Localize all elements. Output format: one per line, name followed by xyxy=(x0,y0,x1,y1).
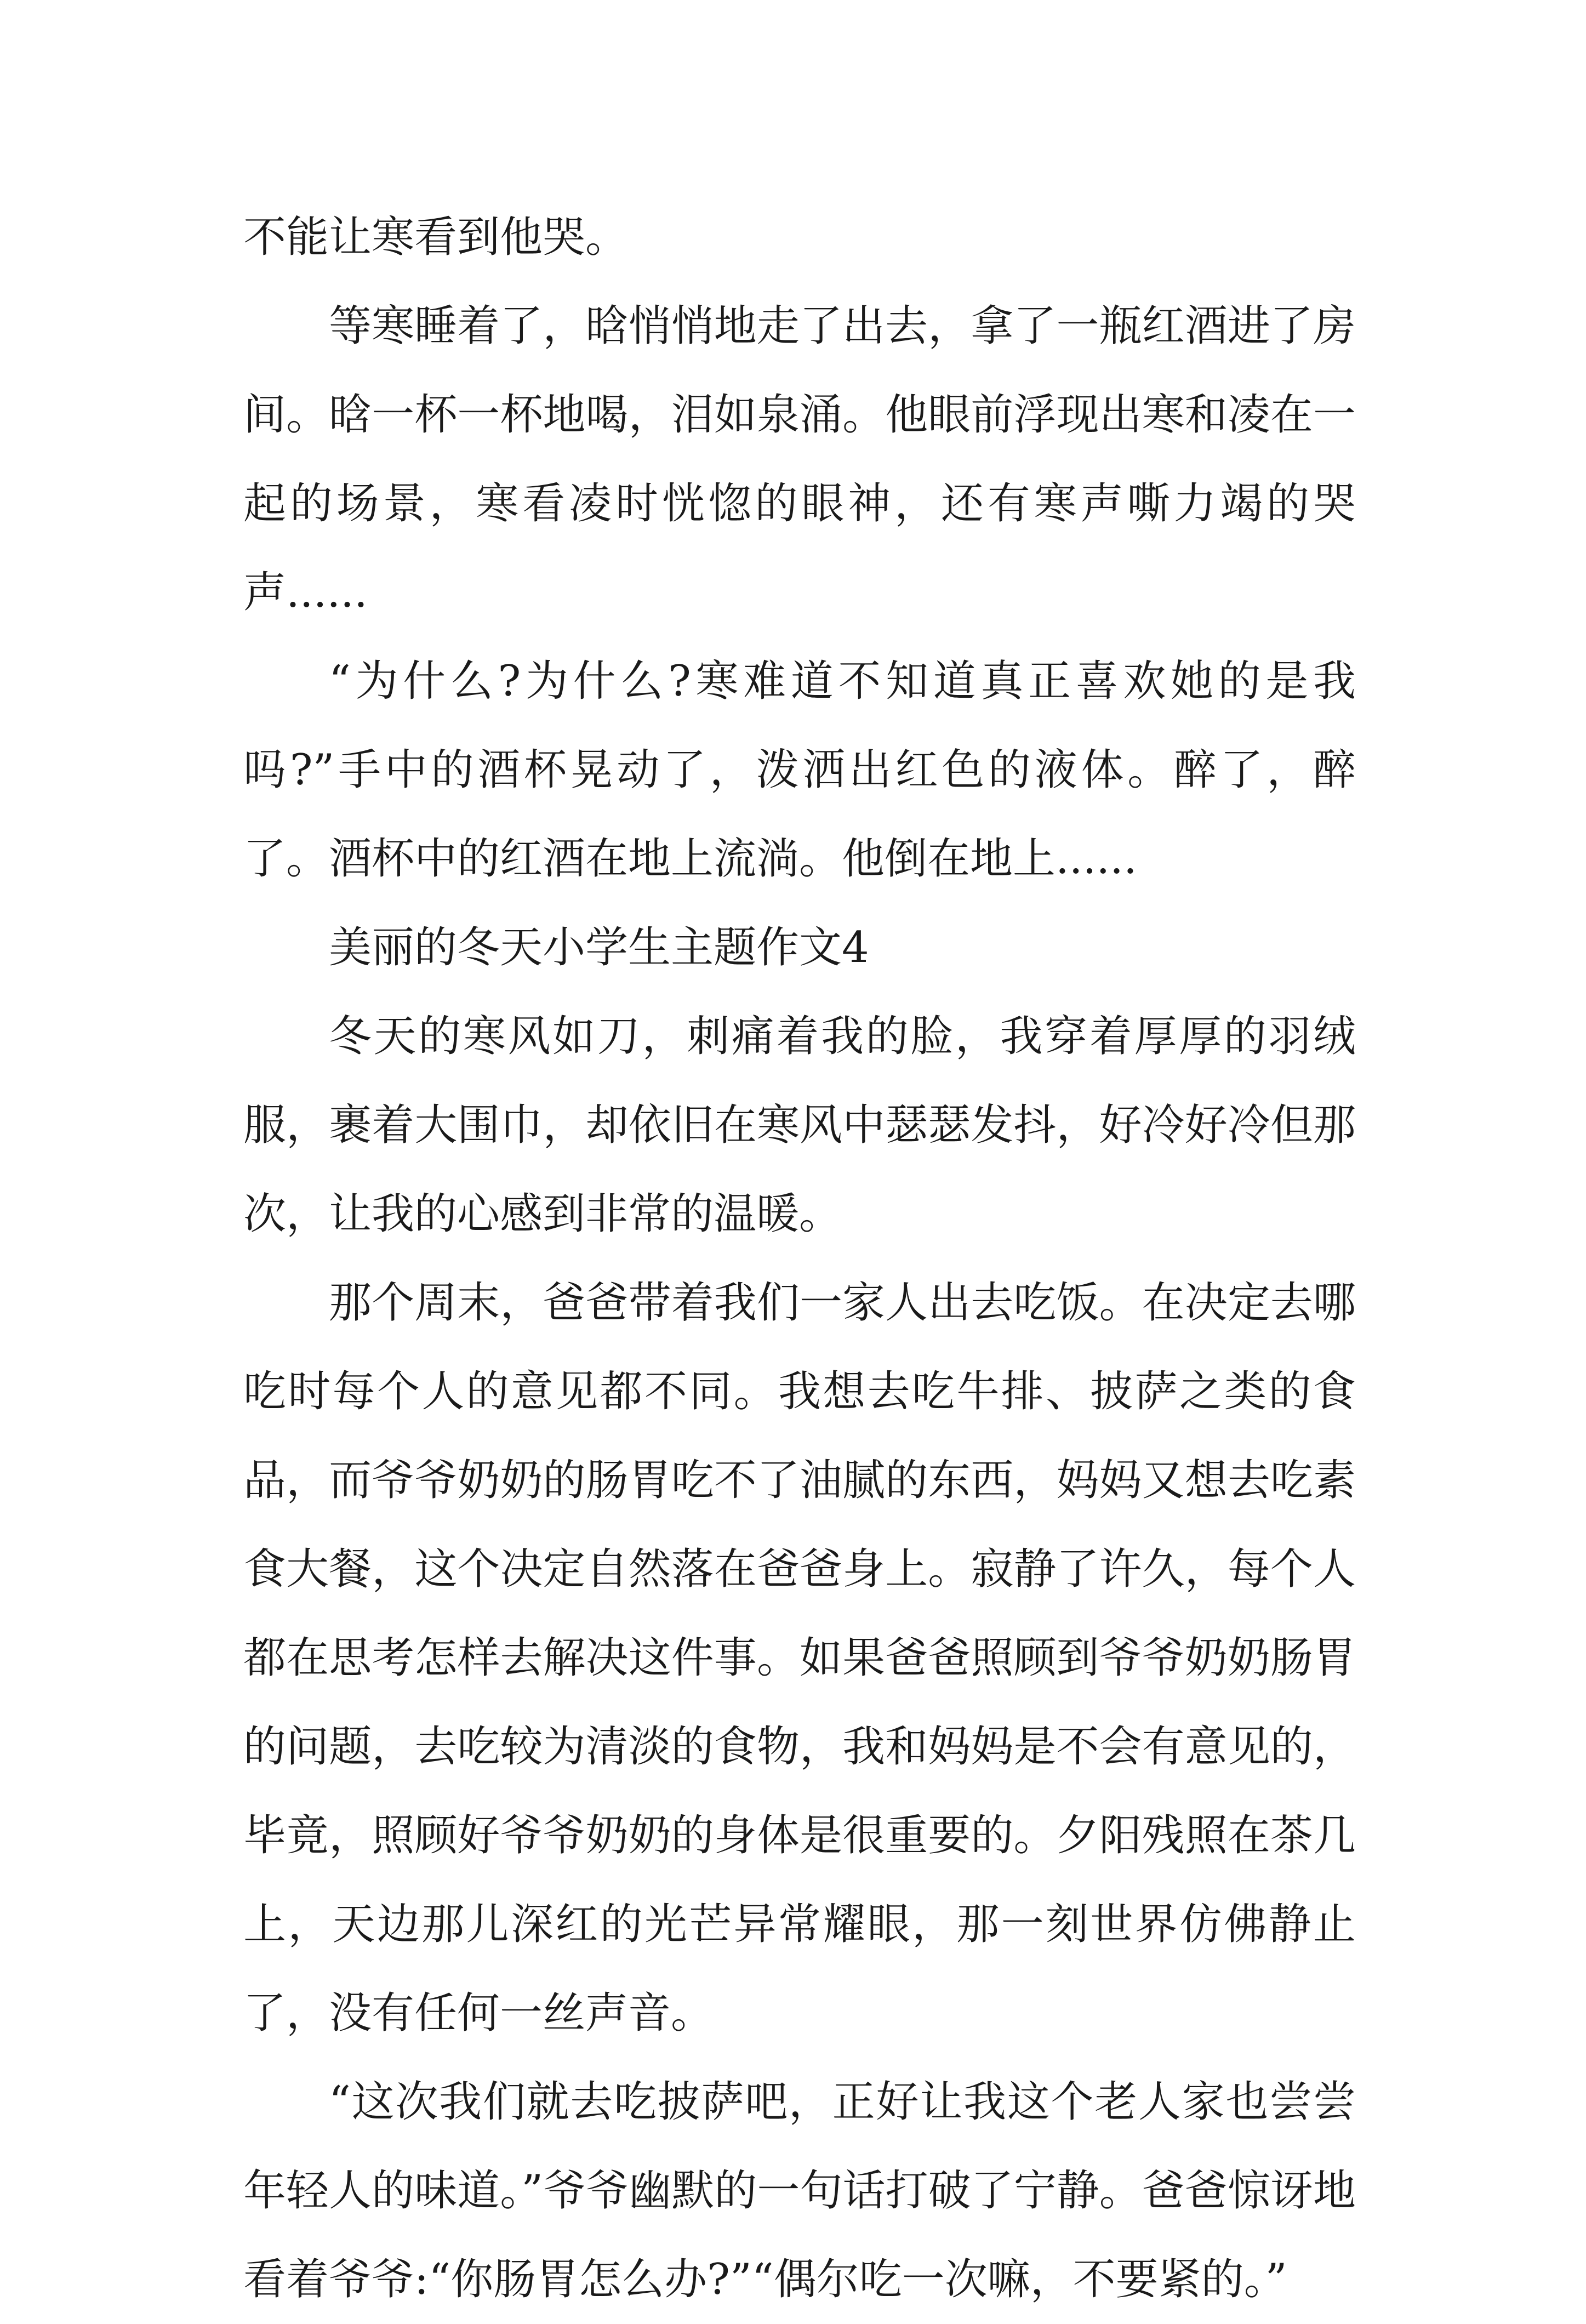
paragraph-continuation: 不能让寒看到他哭。 xyxy=(243,213,629,262)
essay-title: 美丽的冬天小学生主题作文4 xyxy=(329,923,869,972)
article-body xyxy=(243,193,1356,2324)
paragraph: “这次我们就去吃披萨吧，正好让我这个老人家也尝尝年轻人的味道。”爷爷幽默的一句话打破了宁静。爸爸惊讶地看着爷爷:“你肠胃怎么办?”“偶尔吃一次嘛，不要紧的。” xyxy=(243,2077,1356,2304)
paragraph: 冬天的寒风如刀，刺痛着我的脸，我穿着厚厚的羽绒服，裹着大围巾，却依旧在寒风中瑟瑟发抖，好冷好冷但那次，让我的心感到非常的温暖。 xyxy=(243,1012,1356,1239)
paragraph: 那个周末，爸爸带着我们一家人出去吃饭。在决定去哪吃时每个人的意见都不同。我想去吃牛排、披萨之类的食品，而爷爷奶奶的肠胃吃不了油腻的东西，妈妈又想去吃素食大餐，这个决定自然落在爸爸身上。寂静了许久，每个人都在思考怎样去解决这件事。如果爸爸照顾到爷爷奶奶肠胃的问题，去吃较为清淡的食物，我和妈妈是不会有意见的，毕竟，照顾好爷爷奶奶的身体是很重要的。夕阳残照在茶几上，天边那儿深红的光芒异常耀眼，那一刻世界仿佛静止了，没有任何一丝声音。 xyxy=(243,1278,1356,2038)
paragraph: “为什么?为什么?寒难道不知道真正喜欢她的是我吗?”手中的酒杯晃动了，泼洒出红色的液体。醉了，醉了。酒杯中的红酒在地上流淌。他倒在地上...... xyxy=(243,657,1356,884)
paragraph: 等寒睡着了，晗悄悄地走了出去，拿了一瓶红酒进了房间。晗一杯一杯地喝，泪如泉涌。他眼前浮现出寒和凌在一起的场景，寒看凌时恍惚的眼神，还有寒声嘶力竭的哭声...... xyxy=(243,301,1356,617)
